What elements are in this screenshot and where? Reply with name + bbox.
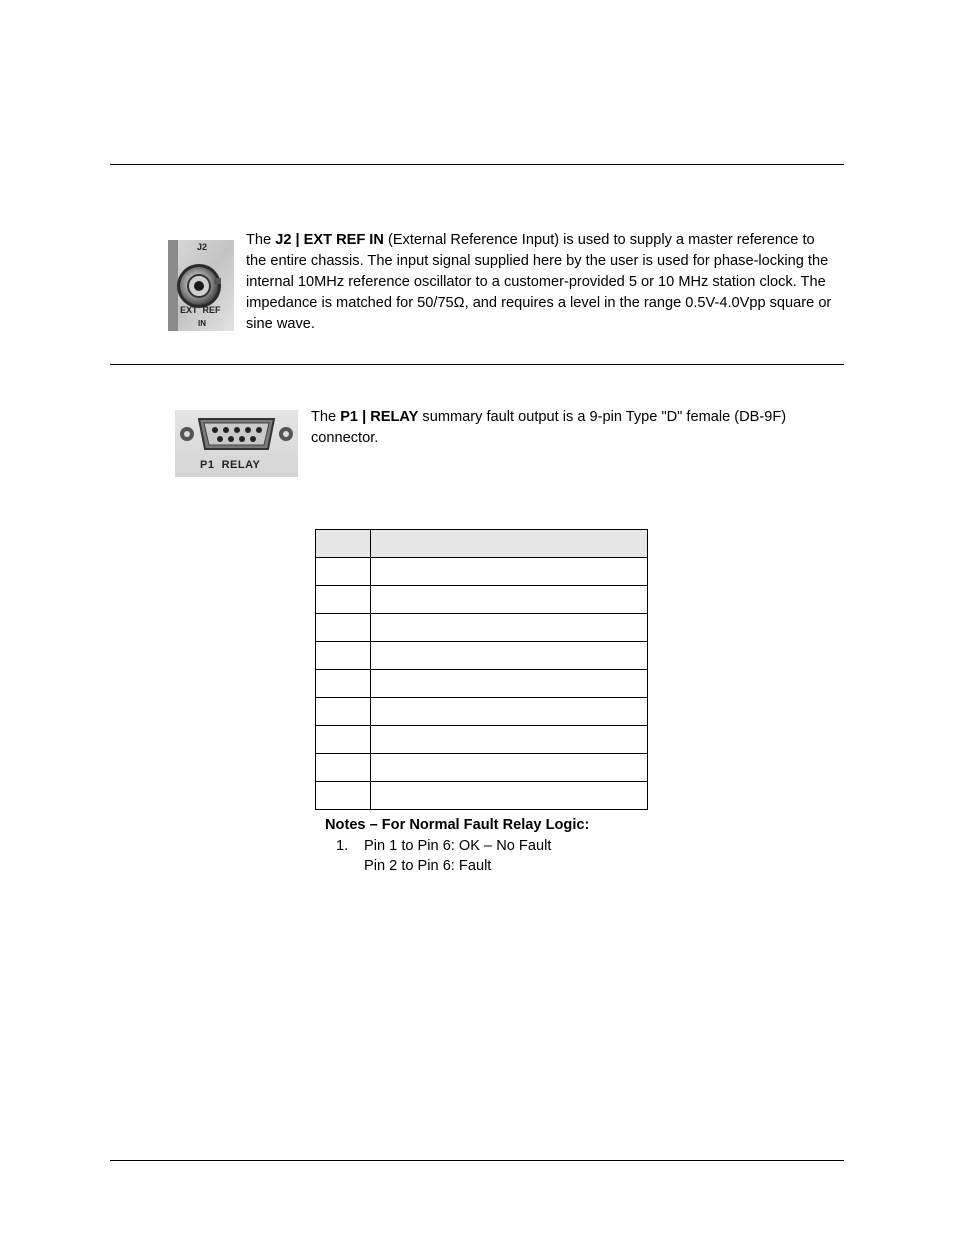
p1-description [311, 407, 831, 449]
table-cell [316, 642, 371, 670]
table-row [316, 782, 648, 810]
top-rule [110, 164, 844, 165]
table-cell [371, 558, 648, 586]
j2-text-rest: (External Reference Input) is used to supply a master reference to the entire chassis. The input signal supplied here by the user is used for phase-locking the internal 10MHz reference oscillator to a customer-provided 5 or 10 MHz station clock. The impedance is matched for 50/75Ω, and requires a level in the range 0.5V-4.0Vpp square or sine wave. [246, 232, 832, 332]
table-cell [316, 754, 371, 782]
table-cell [371, 726, 648, 754]
j2-text-prefix: The [246, 232, 276, 248]
p1-photo-label: P1 RELAY [200, 459, 261, 471]
table-cell [371, 754, 648, 782]
j2-photo-label-middle: EXT REF [180, 305, 221, 315]
table-cell [316, 670, 371, 698]
table-header-row [316, 530, 648, 558]
table-row [316, 642, 648, 670]
table-cell [316, 726, 371, 754]
pin-assignment-table [315, 529, 648, 810]
table-cell [316, 782, 371, 810]
p1-label-bold: P1 | RELAY [340, 409, 419, 425]
notes-heading: Notes – For Normal Fault Relay Logic: [325, 817, 590, 833]
bnc-connector-icon [168, 240, 234, 331]
table-row [316, 558, 648, 586]
table-row [316, 614, 648, 642]
table-header-cell [371, 530, 648, 558]
table-row [316, 670, 648, 698]
j2-description [246, 230, 838, 335]
bottom-rule [110, 1160, 844, 1161]
j2-photo-label-bottom: IN [198, 319, 206, 328]
table-row [316, 586, 648, 614]
p1-relay-photo [175, 410, 298, 477]
table-cell [371, 782, 648, 810]
j2-ext-ref-photo [168, 240, 234, 331]
section-rule [110, 364, 844, 365]
table-row [316, 754, 648, 782]
table-cell [316, 698, 371, 726]
table-row [316, 698, 648, 726]
j2-photo-label-top: J2 [197, 242, 208, 252]
note-line-1: Pin 1 to Pin 6: OK – No Fault [364, 838, 552, 854]
p1-text-prefix: The [311, 409, 341, 425]
p1-text-rest: summary fault output is a 9-pin Type "D" female (DB-9F) connector. [311, 409, 787, 446]
table-cell [371, 670, 648, 698]
table-header-cell [316, 530, 371, 558]
table-cell [371, 698, 648, 726]
table-cell [371, 586, 648, 614]
table-cell [316, 558, 371, 586]
table-cell [371, 642, 648, 670]
note-line-2: Pin 2 to Pin 6: Fault [364, 858, 492, 874]
table-cell [316, 614, 371, 642]
table-row [316, 726, 648, 754]
j2-label-bold: J2 | EXT REF IN [275, 232, 384, 248]
table-cell [316, 586, 371, 614]
table-cell [371, 614, 648, 642]
note-number: 1. [336, 838, 349, 854]
